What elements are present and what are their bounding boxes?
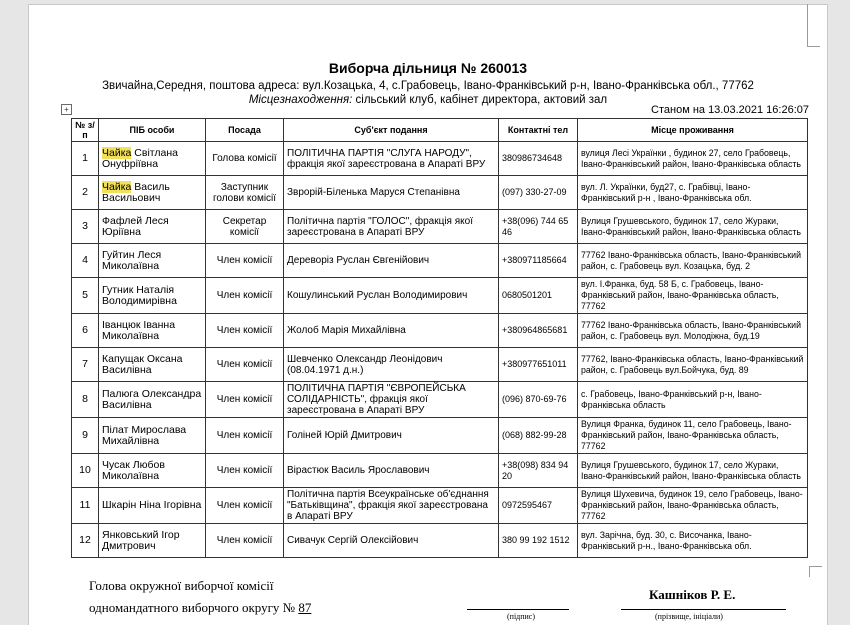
- name-text: Фафлей Леся Юріївна: [102, 214, 169, 238]
- name-highlight: Чайка: [102, 146, 132, 159]
- commission-members-table: [71, 118, 808, 558]
- footer-district-number: 87: [298, 600, 312, 615]
- as-of-timestamp: Станом на 13.03.2021 16:26:07: [651, 104, 809, 116]
- table-row: [72, 524, 808, 558]
- member-name: [99, 176, 206, 210]
- row-number: 9: [72, 418, 99, 454]
- name-highlight: Чайка: [102, 180, 132, 193]
- member-position: Член комісії: [206, 454, 284, 488]
- name-text: Гутник Наталія Володимирівна: [102, 283, 177, 307]
- member-position: Член комісії: [206, 314, 284, 348]
- name-text: Капущак Оксана Василівна: [102, 352, 183, 376]
- header-position: Посада: [206, 119, 284, 142]
- member-name: [99, 382, 206, 418]
- member-name: [99, 142, 206, 176]
- footer-district-prefix: одномандатного виборчого округу №: [89, 600, 299, 615]
- nominating-subject: Кошулинський Руслан Володимирович: [284, 278, 499, 314]
- document-page: [28, 4, 828, 625]
- nominating-subject: Голіней Юрій Дмитрович: [284, 418, 499, 454]
- name-text: Світлана Онуфріївна: [102, 146, 178, 170]
- row-number: 10: [72, 454, 99, 488]
- name-text: Василь Васильович: [102, 180, 170, 204]
- row-number: 2: [72, 176, 99, 210]
- nominating-subject: Вірастюк Василь Ярославович: [284, 454, 499, 488]
- residence-address: Вулиця Шухевича, будинок 19, село Грабовець, Івано-Франківський район, Івано-Франківська область, 77762: [578, 488, 808, 524]
- name-text: Пілат Мирослава Михайлівна: [102, 423, 187, 447]
- footer-chair-title: Голова окружної виборчої комісії: [89, 578, 274, 593]
- table-row: [72, 142, 808, 176]
- signature-line: [467, 609, 569, 610]
- member-position: Член комісії: [206, 382, 284, 418]
- signature-label: (підпис): [507, 612, 536, 621]
- table-row: [72, 210, 808, 244]
- address-line: Звичайна,Середня, поштова адреса: вул.Козацька, 4, с.Грабовець, Івано-Франківський р-н, Івано-Франківська обл., 77762: [102, 80, 754, 92]
- name-text: Палюга Олександра Василівна: [102, 387, 202, 411]
- header-phone: Контактні тел: [499, 119, 578, 142]
- member-position: Голова комісії: [206, 142, 284, 176]
- table-move-handle-icon[interactable]: +: [61, 104, 72, 115]
- member-position: Член комісії: [206, 488, 284, 524]
- row-number: 11: [72, 488, 99, 524]
- residence-address: Вулиця Грушевського, будинок 17, село Жураки, Івано-Франківський район, Івано-Франківська область: [578, 210, 808, 244]
- location-value: сільський клуб, кабінет директора, актовий зал: [352, 94, 608, 106]
- residence-address: 77762 Івано-Франківська область, Івано-Франківський район, с. Грабовець вул. Молодіжна, буд.19: [578, 314, 808, 348]
- member-name: [99, 524, 206, 558]
- signer-name: Кашніков Р. Е.: [649, 587, 736, 602]
- member-position: Заступник голови комісії: [206, 176, 284, 210]
- member-name: [99, 314, 206, 348]
- residence-address: 77762 Івано-Франківська область, Івано-Франківський район, с. Грабовець вул. Козацька, буд. 2: [578, 244, 808, 278]
- residence-address: 77762, Івано-Франківська область, Івано-Франківський район, с. Грабовець вул.Бойчука, буд. 89: [578, 348, 808, 382]
- nominating-subject: Шевченко Олександр Леонідович (08.04.1971 д.н.): [284, 348, 499, 382]
- table-row: [72, 348, 808, 382]
- row-number: 1: [72, 142, 99, 176]
- name-line: [621, 609, 786, 610]
- row-number: 6: [72, 314, 99, 348]
- name-text: Янковський Ігор Дмитрович: [102, 528, 180, 552]
- table-row: [72, 418, 808, 454]
- contact-phone: 0972595467: [499, 488, 578, 524]
- table-row: [72, 314, 808, 348]
- nominating-subject: ПОЛІТИЧНА ПАРТІЯ "ЄВРОПЕЙСЬКА СОЛІДАРНІСТЬ", фракція якої зареєстрована в Апараті ВРУ: [284, 382, 499, 418]
- contact-phone: +380977651011: [499, 348, 578, 382]
- member-name: [99, 454, 206, 488]
- nominating-subject: Політична партія Всеукраїнське об'єднання "Батьківщина", фракція якої зареєстрована в Апараті ВРУ: [284, 488, 499, 524]
- contact-phone: +380964865681: [499, 314, 578, 348]
- page-top-edge: [29, 4, 827, 5]
- nominating-subject: Сивачук Сергій Олексійович: [284, 524, 499, 558]
- contact-phone: (096) 870-69-76: [499, 382, 578, 418]
- residence-address: вул. І.Франка, буд. 58 Б, с. Грабовець, Івано-Франківський район, Івано-Франківська область, 77762: [578, 278, 808, 314]
- header-number: № з/п: [72, 119, 99, 142]
- table-row: [72, 454, 808, 488]
- table-row: [72, 244, 808, 278]
- member-name: [99, 244, 206, 278]
- member-position: Секретар комісії: [206, 210, 284, 244]
- contact-phone: (097) 330-27-09: [499, 176, 578, 210]
- name-text: Чусак Любов Миколаївна: [102, 458, 165, 482]
- residence-address: Вулиця Франка, будинок 11, село Грабовець, Івано-Франківський район, Івано-Франківська область, 77762: [578, 418, 808, 454]
- residence-address: вулиця Лесі Українки , будинок 27, село Грабовець, Івано-Франківський район, Івано-Франківська область: [578, 142, 808, 176]
- member-position: Член комісії: [206, 418, 284, 454]
- crop-mark-top-right: [807, 4, 820, 47]
- crop-mark-bottom-right: [809, 566, 822, 577]
- residence-address: Вулиця Грушевського, будинок 17, село Жураки, Івано-Франківський район, Івано-Франківська область: [578, 454, 808, 488]
- document-title: Виборча дільниця № 260013: [328, 60, 528, 76]
- member-position: Член комісії: [206, 278, 284, 314]
- contact-phone: +38(098) 834 94 20: [499, 454, 578, 488]
- row-number: 12: [72, 524, 99, 558]
- name-label: (прізвище, ініціали): [655, 612, 723, 621]
- table-row: [72, 382, 808, 418]
- contact-phone: +380971185664: [499, 244, 578, 278]
- member-name: [99, 278, 206, 314]
- contact-phone: 380 99 192 1512: [499, 524, 578, 558]
- contact-phone: 380986734648: [499, 142, 578, 176]
- location-label: Місцезнаходження:: [248, 94, 353, 106]
- row-number: 7: [72, 348, 99, 382]
- row-number: 4: [72, 244, 99, 278]
- member-position: Член комісії: [206, 524, 284, 558]
- row-number: 5: [72, 278, 99, 314]
- contact-phone: +38(096) 744 65 46: [499, 210, 578, 244]
- header-residence: Місце проживання: [578, 119, 808, 142]
- name-text: Іванцюк Іванна Миколаївна: [102, 318, 176, 342]
- table-header-row: [72, 119, 808, 142]
- member-position: Член комісії: [206, 244, 284, 278]
- name-text: Гуйтин Леся Миколаївна: [102, 248, 162, 272]
- residence-address: вул. Зарічна, буд. 30, с. Височанка, Івано-Франківський р-н., Івано-Франківська обл.: [578, 524, 808, 558]
- header-subject: Суб'єкт подання: [284, 119, 499, 142]
- row-number: 8: [72, 382, 99, 418]
- member-name: [99, 210, 206, 244]
- name-text: Шкарін Ніна Ігорівна: [102, 499, 202, 511]
- header-full-name: ПІБ особи: [99, 119, 206, 142]
- nominating-subject: Жолоб Марія Михайлівна: [284, 314, 499, 348]
- nominating-subject: ПОЛІТИЧНА ПАРТІЯ "СЛУГА НАРОДУ", фракція якої зареєстрована в Апараті ВРУ: [284, 142, 499, 176]
- nominating-subject: Політична партія "ГОЛОС", фракція якої зареєстрована в Апараті ВРУ: [284, 210, 499, 244]
- member-position: Член комісії: [206, 348, 284, 382]
- table-row: [72, 278, 808, 314]
- footer-district-line: [89, 600, 311, 616]
- table-row: [72, 176, 808, 210]
- table-row: [72, 488, 808, 524]
- member-name: [99, 348, 206, 382]
- residence-address: вул. Л. Українки, буд27, с. Грабівці, Івано-Франківський р-н , Івано-Франківська обл.: [578, 176, 808, 210]
- contact-phone: 0680501201: [499, 278, 578, 314]
- row-number: 3: [72, 210, 99, 244]
- residence-address: с. Грабовець, Івано-Франківський р-н, Івано-Франківська область: [578, 382, 808, 418]
- nominating-subject: Зврорій-Біленька Маруся Степанівна: [284, 176, 499, 210]
- member-name: [99, 418, 206, 454]
- nominating-subject: Дереворіз Руслан Євгенійович: [284, 244, 499, 278]
- member-name: [99, 488, 206, 524]
- contact-phone: (068) 882-99-28: [499, 418, 578, 454]
